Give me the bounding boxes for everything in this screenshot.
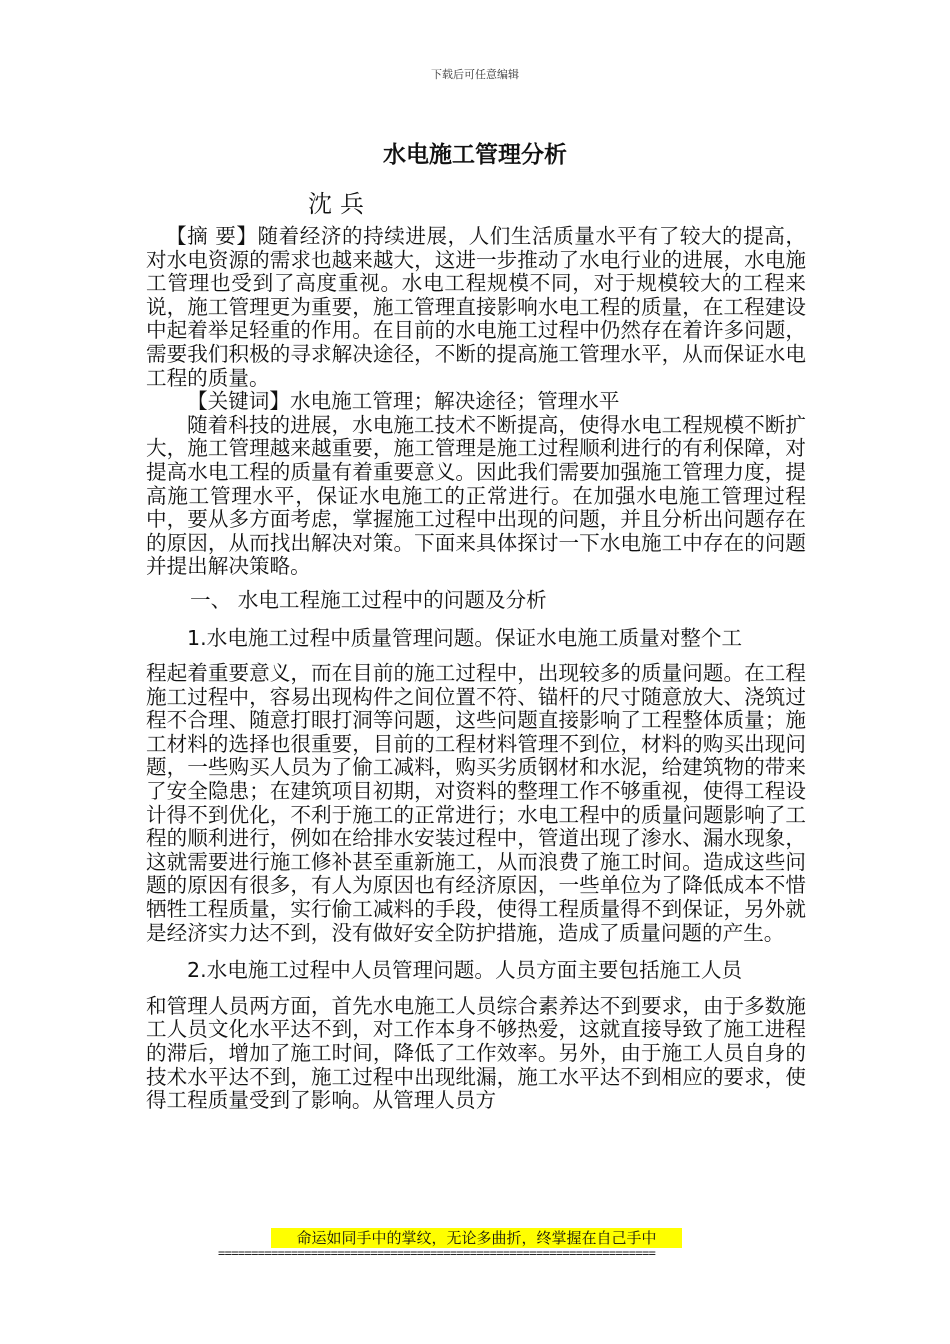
item-2-number: 2. xyxy=(187,958,207,983)
header-note: 下载后可任意编辑 xyxy=(431,68,519,81)
item-2-first-line xyxy=(146,959,806,983)
author-name: 沈兵 xyxy=(308,190,372,218)
item-1-number: 1. xyxy=(187,625,207,650)
abstract-paragraph: 【摘 要】随着经济的持续进展，人们生活质量水平有了较大的提高，对水电资源的需求也越来越大，这进一步推动了水电行业的进展，水电施工管理也受到了高度重视。水电工程规模不同，对于规模较大的工程来说，施工管理更为重要，施工管理直接影响水电工程的质量，在工程建设中起着举足轻重的作用。在目前的水电施工过程中仍然存在着许多问题，需要我们积极的寻求解决途径，不断的提高施工管理水平，从而保证水电工程的质量。 xyxy=(146,224,806,390)
item-1-first-line xyxy=(146,627,806,651)
footer-divider: ================================================================== xyxy=(218,1246,656,1260)
document-body xyxy=(146,225,806,1113)
document-title: 水电施工管理分析 xyxy=(383,142,567,168)
item-2-paragraph: 和管理人员两方面，首先水电施工人员综合素养达不到要求，由于多数施工人员文化水平达不到，对工作本身不够热爱，这就直接导致了施工进程的滞后，增加了施工时间，降低了工作效率。另外，由于施工人员自身的技术水平达不到，施工过程中出现纰漏，施工水平达不到相应的要求，使得工程质量受到了影响。从管理人员方 xyxy=(146,993,806,1113)
intro-paragraph: 随着科技的进展，水电施工技术不断提高，使得水电工程规模不断扩大，施工管理越来越重要，施工管理是施工过程顺利进行的有利保障，对提高水电工程的质量有着重要意义。因此我们需要加强施工管理力度，提高施工管理水平，保证水电施工的正常进行。在加强水电施工管理过程中，要从多方面考虑，掌握施工过程中出现的问题，并且分析出问题存在的原因，从而找出解决对策。下面来具体探讨一下水电施工中存在的问题并提出解决策略。 xyxy=(146,412,806,579)
section-heading: 一、 水电工程施工过程中的问题及分析 xyxy=(190,587,547,612)
footer-motto-banner: 命运如同手中的掌纹，无论多曲折，终掌握在自己手中 xyxy=(271,1228,682,1248)
item-2-first-text: 水电施工过程中人员管理问题。人员方面主要包括施工人员 xyxy=(206,958,743,983)
item-1-first-text: 水电施工过程中质量管理问题。保证水电施工质量对整个工 xyxy=(206,625,743,650)
keywords-line: 【关键词】水电施工管理；解决途径；管理水平 xyxy=(187,389,620,414)
item-1-paragraph: 程起着重要意义，而在目前的施工过程中，出现较多的质量问题。在工程施工过程中，容易出现构件之间位置不符、锚杆的尺寸随意放大、浇筑过程不合理、随意打眼打洞等问题，这些问题直接影响了工程整体质量；施工材料的选择也很重要，目前的工程材料管理不到位，材料的购买出现问题，一些购买人员为了偷工减料，购买劣质钢材和水泥，给建筑物的带来了安全隐患；在建筑项目初期，对资料的整理工作不够重视，使得工程设计得不到优化，不利于施工的正常进行；水电工程中的质量问题影响了工程的顺利进行，例如在给排水安装过程中，管道出现了渗水、漏水现象，这就需要进行施工修补甚至重新施工，从而浪费了施工时间。造成这些问题的原因有很多，有人为原因也有经济原因，一些单位为了降低成本不惜牺牲工程质量，实行偷工减料的手段，使得工程质量得不到保证，另外就是经济实力达不到，没有做好安全防护措施，造成了质量问题的产生。 xyxy=(146,661,806,945)
